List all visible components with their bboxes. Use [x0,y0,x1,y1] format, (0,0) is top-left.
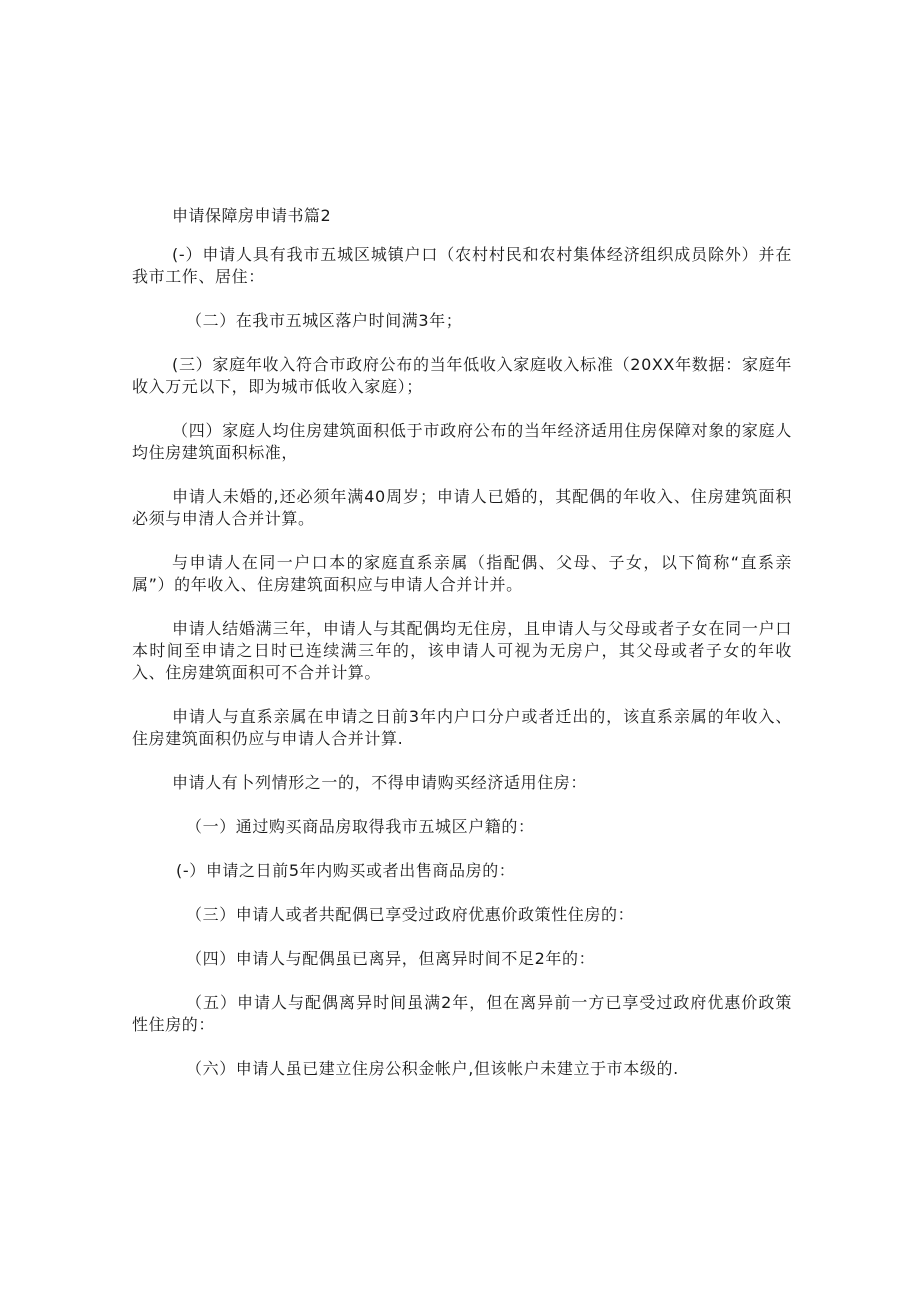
paragraph-exclusions-intro: 申请人有卜列情形之一的，不得申请购买经济适用住房： [172,773,588,792]
paragraph-exclusion-3: （三）申请人或者共配偶已享受过政府优惠价政策性住房的： [186,905,635,924]
paragraph-exclusion-5: （五）申请人与配偶离异时间虽满2年，但在离异前一方已享受过政府优惠价政策性住房的： [132,993,792,1034]
paragraph-condition-2: （二）在我市五城区落户时间满3年； [186,311,463,330]
paragraph-direct-relatives: 与申请人在同一户口本的家庭直系亲属（指配偶、父母、子女，以下简称“直系亲属”）的年收入、住房建筑面积应与申请人合并计并。 [132,553,792,594]
paragraph-exclusion-4: （四）申请人与配偶虽已离异，但离异时间不足2年的： [186,949,596,968]
document-title: 申请保障房申请书篇2 [172,206,332,225]
paragraph-exclusion-2: (-）申请之日前5年内购买或者出售商品房的： [176,861,516,880]
paragraph-married-three-years: 申请人结婚满三年，申请人与其配偶均无住房，且申请人与父母或者子女在同一户口本时间至申请之日时已连续满三年的，该申请人可视为无房户，其父母或者子女的年收入、住房建筑面积可不合并计算。 [132,619,792,682]
paragraph-unmarried-rule: 申请人未婚的,还必须年满40周岁；申请人已婚的，其配偶的年收入、住房建筑面积必须与申清人合并计算。 [132,487,792,528]
paragraph-exclusion-6: （六）申请人虽已建立住房公积金帐户,但该帐户未建立于市本级的. [186,1059,679,1078]
paragraph-condition-4: （四）家庭人均住房建筑面积低于市政府公布的当年经济适用住房保障对象的家庭人均住房建筑面积标准， [132,421,792,462]
paragraph-condition-3: (三）家庭年收入符合市政府公布的当年低收入家庭收入标准（20XX年数据：家庭年收入万元以下，即为城市低收入家庭）； [132,355,792,396]
paragraph-household-split: 申请人与直系亲属在申请之日前3年内户口分户或者迁出的，该直系亲属的年收入、住房建筑面积仍应与申请人合并计算. [132,707,792,748]
paragraph-exclusion-1: （一）通过购买商品房取得我市五城区户籍的： [186,817,535,836]
paragraph-condition-1: (-）申请人具有我市五城区城镇户口（农村村民和农村集体经济组织成员除外）并在我市工作、居住： [132,245,792,286]
document-body [132,244,792,1102]
